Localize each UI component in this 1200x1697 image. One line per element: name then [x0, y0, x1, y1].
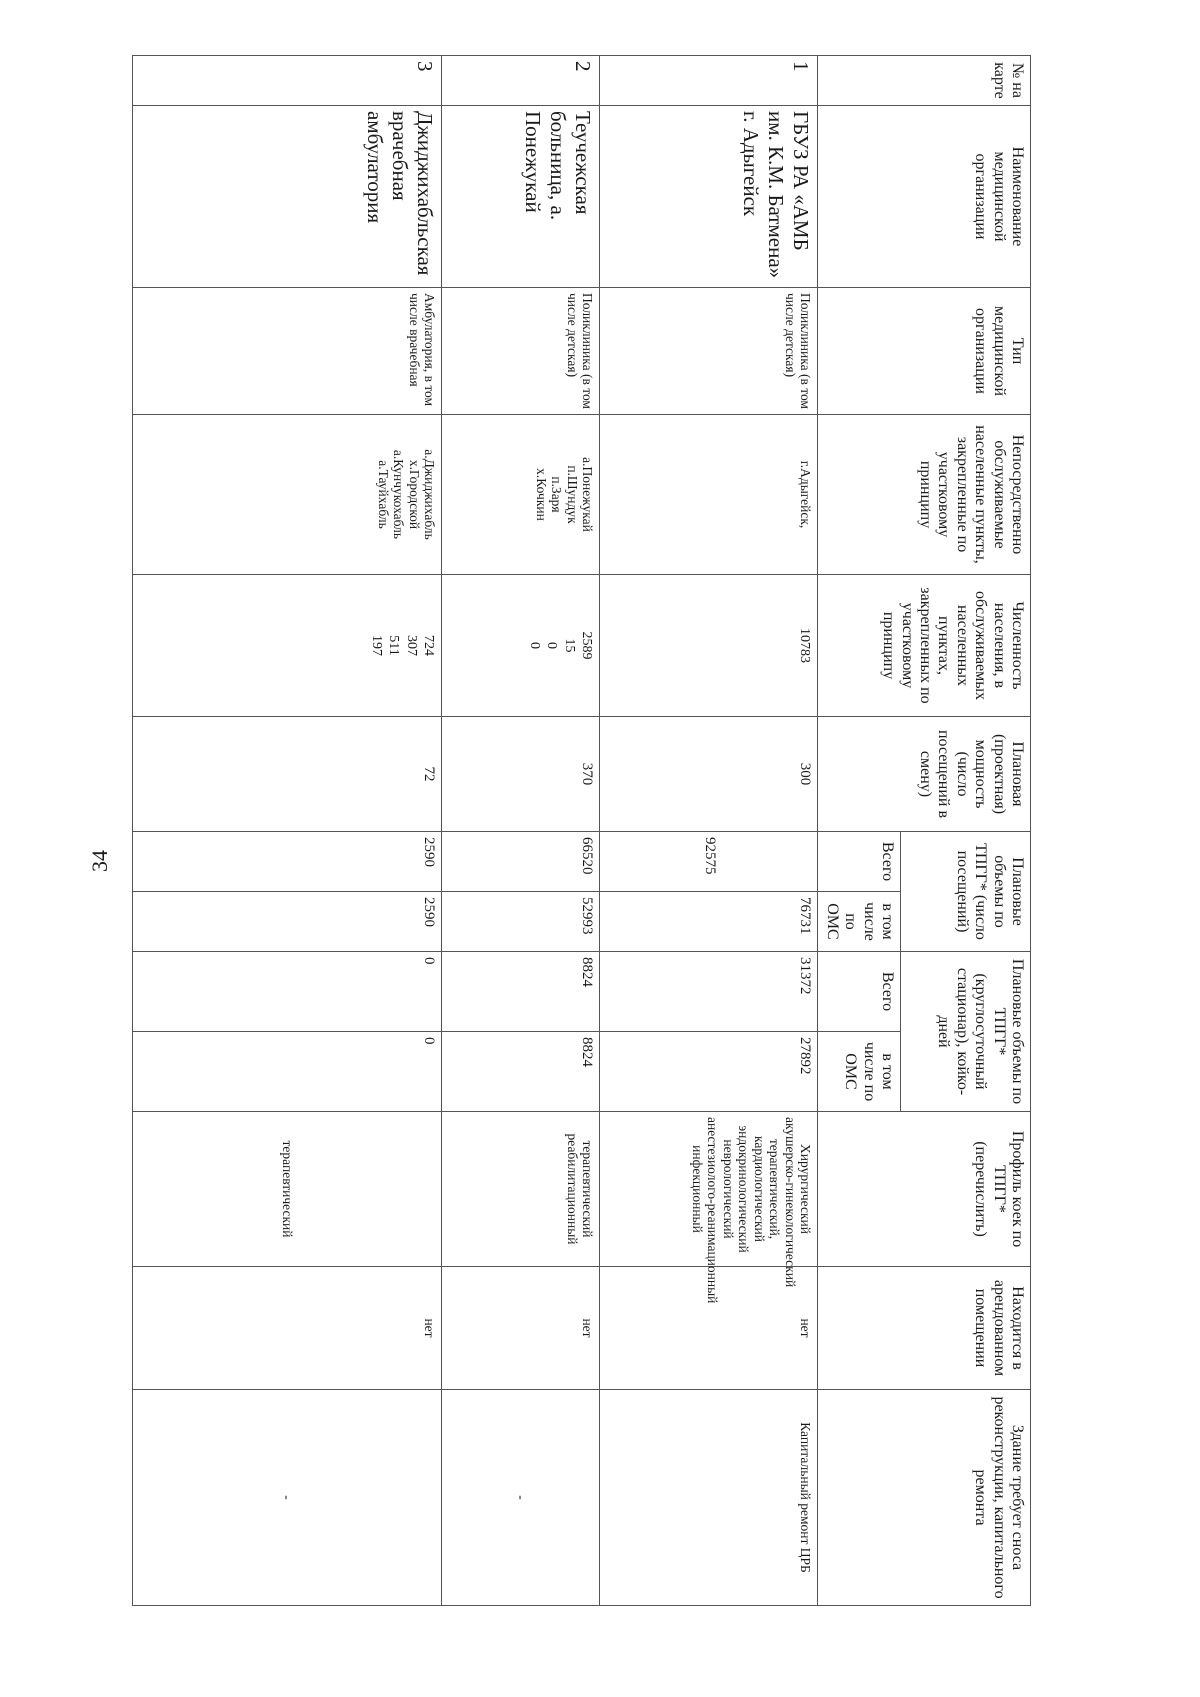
profile-item: анестезиолого-реанимационный	[705, 1117, 721, 1304]
row-visits-oms: 52993	[442, 892, 600, 952]
header-visits-total: Всего	[818, 832, 901, 892]
row-capacity: 370	[442, 717, 600, 832]
profile-item: терапевтический	[580, 1140, 596, 1238]
row-visits-oms: 76731	[600, 892, 818, 952]
row-type: Амбулатория, в том числе врачебная	[133, 288, 442, 415]
settlement-item: а.Джиджихабль	[422, 449, 438, 540]
settlement-item: п.Заря	[549, 476, 565, 513]
row-capacity: 72	[133, 717, 442, 832]
row-settlements	[442, 415, 600, 575]
header-settlements: Непосредственно обслуживаемые населенные пункты, закрепленные по участковому принципу	[818, 415, 1031, 575]
header-beds: Плановые объемы по ТПГГ* (круглосуточный стационар), койко-дней	[901, 952, 1031, 1112]
population-item: 2589	[579, 631, 595, 660]
population-item: 307	[403, 635, 419, 656]
row-profile	[600, 1112, 818, 1304]
population-item: 10783	[797, 628, 813, 663]
settlement-item: х.Кочкин	[533, 468, 549, 521]
row-num: 1	[600, 56, 818, 106]
header-visits-oms: в том числе по ОМС	[818, 892, 901, 952]
row-beds-total: 31372	[600, 952, 818, 1032]
profile-item: Хирургический	[798, 1144, 814, 1234]
row-population	[442, 575, 600, 717]
table-row	[133, 56, 442, 1606]
medical-organizations-table	[132, 55, 1031, 1606]
header-rented: Находится в арендованном помещении	[818, 1267, 1031, 1390]
row-demolition: Капитальный ремонт ЦРБ	[600, 1390, 818, 1606]
row-visits-total: 92575	[600, 832, 818, 892]
row-visits-total: 66520	[442, 832, 600, 892]
table-row	[442, 56, 600, 1606]
table-row	[600, 56, 818, 1606]
page-number: 34	[87, 850, 112, 872]
rotated-table-container	[136, 55, 1031, 1599]
row-population	[133, 575, 442, 717]
settlement-item: а.Кунчукохабль	[391, 449, 407, 540]
profile-item: акушерско-гинекологический	[782, 1117, 798, 1288]
population-item: 197	[368, 635, 384, 656]
row-capacity: 300	[600, 717, 818, 832]
settlement-item: п.Шундук	[564, 465, 580, 524]
row-beds-oms: 0	[133, 1032, 442, 1112]
row-beds-oms: 8824	[442, 1032, 600, 1112]
row-rented: нет	[442, 1267, 600, 1390]
profile-item: кардиологический	[751, 1136, 767, 1242]
population-item: 724	[421, 635, 437, 656]
settlement-item: а.Понежукай	[580, 457, 596, 532]
row-num: 3	[133, 56, 442, 106]
row-visits-total: 2590	[133, 832, 442, 892]
row-beds-total: 8824	[442, 952, 600, 1032]
header-beds-total: Всего	[818, 952, 901, 1032]
profile-item: терапевтический	[280, 1140, 296, 1238]
profile-item: терапевтический,	[767, 1138, 783, 1240]
header-profile: Профиль коек по ТПГГ* (перечислить)	[818, 1112, 1031, 1267]
row-beds-oms: 27892	[600, 1032, 818, 1112]
row-demolition: -	[133, 1390, 442, 1606]
header-demolition: Здание требует сноса реконструкции, капитального ремонта	[818, 1390, 1031, 1606]
row-num: 2	[442, 56, 600, 106]
header-type: Тип медицинской организации	[818, 288, 1031, 415]
header-beds-oms: в том числе по ОМС	[818, 1032, 901, 1112]
row-beds-total: 0	[133, 952, 442, 1032]
header-population: Численность населения, в обслуживаемых населенных пунктах, закрепленных по участковому принципу	[818, 575, 1031, 717]
row-visits-oms: 2590	[133, 892, 442, 952]
settlement-item: г.Адыгейск,	[798, 460, 814, 529]
header-row	[901, 56, 1031, 1606]
population-item: 511	[386, 635, 402, 656]
row-rented: нет	[133, 1267, 442, 1390]
header-capacity: Плановая (проектная) мощность (число посещений в смену)	[818, 717, 1031, 832]
header-name: Наименование медицинской организации	[818, 106, 1031, 288]
row-population	[600, 575, 818, 717]
header-num: № на карте	[818, 56, 1031, 106]
profile-item: инфекционный	[689, 1145, 705, 1233]
population-item: 15	[561, 638, 577, 653]
row-profile	[442, 1112, 600, 1267]
row-rented: нет	[600, 1267, 818, 1390]
row-demolition: -	[442, 1390, 600, 1606]
profile-item: реабилитационный	[564, 1133, 580, 1245]
row-settlements	[600, 415, 818, 575]
row-profile	[133, 1112, 442, 1267]
header-visits: Плановые объемы по ТПГГ* (число посещений)	[901, 832, 1031, 952]
row-settlements	[133, 415, 442, 575]
row-name: Теучежская больница, а. Понежукай	[442, 106, 600, 288]
row-name: ГБУЗ РА «АМБ им. К.М. Батмена» г. Адыгейск	[600, 106, 818, 288]
settlement-item: х.Городской	[406, 459, 422, 530]
row-name: Джиджихабльская врачебная амбулатория	[133, 106, 442, 288]
row-type: Поликлиника (в том числе детская)	[442, 288, 600, 415]
population-item: 0	[544, 642, 560, 649]
profile-item: эндокринологический	[736, 1125, 752, 1253]
population-item: 0	[526, 642, 542, 649]
profile-item: неврологический	[720, 1139, 736, 1239]
row-type: Поликлиника (в том числе детская)	[600, 288, 818, 415]
settlement-item: а.Тауйхабль	[375, 460, 391, 529]
